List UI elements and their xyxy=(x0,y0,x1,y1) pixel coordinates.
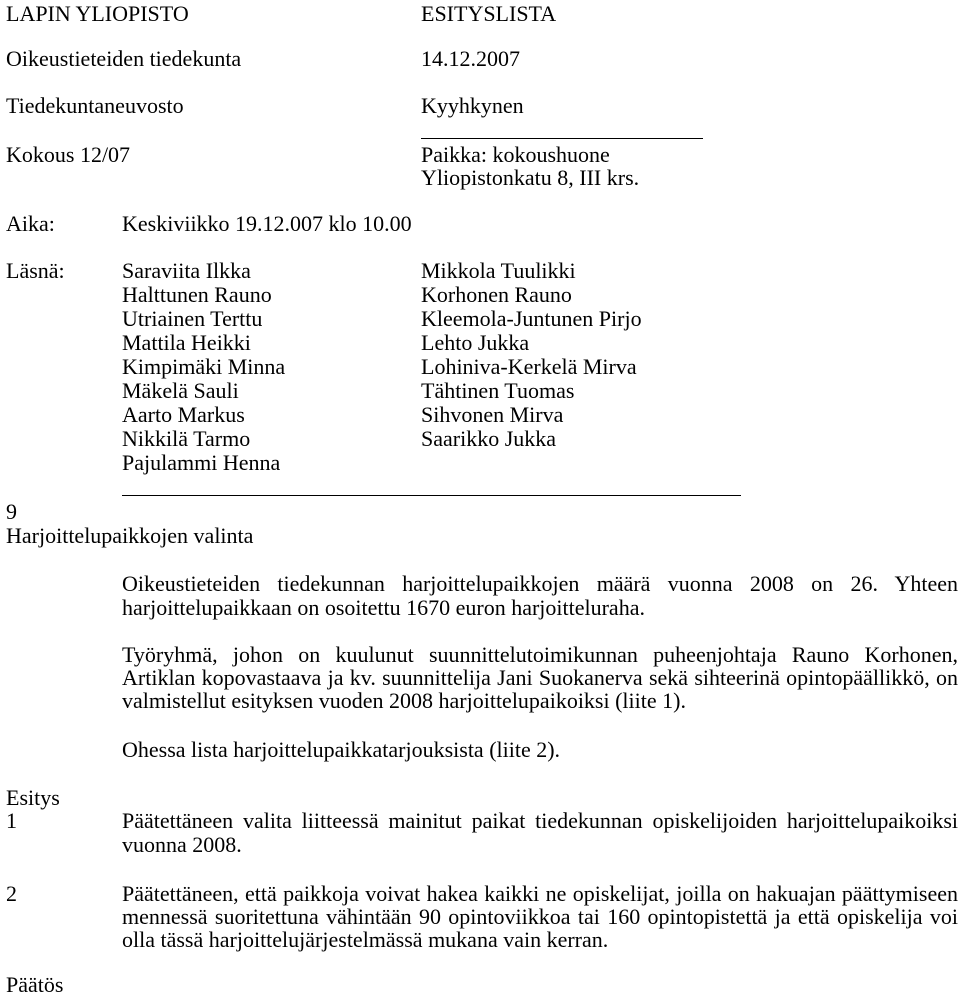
attendee: Saraviita Ilkka xyxy=(122,258,251,283)
attendee: Korhonen Rauno xyxy=(421,282,572,307)
attendee: Aarto Markus xyxy=(122,402,245,427)
decision-label: Päätös xyxy=(6,972,64,997)
proposal-text-1: Päätettäneen valita liitteessä mainitut paikat tiedekunnan opiskelijoiden harjoittelupaikoiksi vuonna 2008. xyxy=(122,808,958,857)
university-name: LAPIN YLIOPISTO xyxy=(6,1,189,26)
faculty-name: Oikeustieteiden tiedekunta xyxy=(6,46,242,71)
attendee: Saarikko Jukka xyxy=(421,426,557,451)
attendee-list-left xyxy=(122,259,285,475)
board-name: Tiedekuntaneuvosto xyxy=(6,93,184,118)
attendee: Mäkelä Sauli xyxy=(122,378,239,403)
item-paragraph-3: Ohessa lista harjoittelupaikkatarjouksista (liite 2). xyxy=(122,737,561,762)
city-name: Kyyhkynen xyxy=(421,93,524,118)
attendee: Utriainen Terttu xyxy=(122,306,263,331)
proposal-number: 2 xyxy=(6,881,17,906)
time-label: Aika: xyxy=(6,211,55,236)
proposal-number: 1 xyxy=(6,808,17,833)
attendee: Kimpimäki Minna xyxy=(122,354,286,379)
header-rule xyxy=(421,138,703,139)
document-date: 14.12.2007 xyxy=(421,46,520,71)
section-rule xyxy=(122,495,741,496)
proposal-label: Esitys xyxy=(6,785,60,810)
attendee: Mikkola Tuulikki xyxy=(421,258,576,283)
attendee: Halttunen Rauno xyxy=(122,282,272,307)
meeting-time: Keskiviikko 19.12.007 klo 10.00 xyxy=(122,211,412,236)
attendee: Tähtinen Tuomas xyxy=(421,378,575,403)
attendee: Kleemola-Juntunen Pirjo xyxy=(421,306,642,331)
document-type: ESITYSLISTA xyxy=(421,1,557,26)
attendee: Sihvonen Mirva xyxy=(421,402,564,427)
proposal-text-2: Päätettäneen, että paikkoja voivat hakea kaikki ne opiskelijat, joilla on hakuajan päättymiseen mennessä suoritettuna vähintään 90 opintoviikkoa tai 160 opintopistettä ja että opiskelija voi olla tässä harjoittelujärjestelmässä mukana vain kerran. xyxy=(122,881,958,952)
item-number: 9 xyxy=(6,499,17,524)
attendee-list-right xyxy=(421,259,642,451)
item-title: Harjoittelupaikkojen valinta xyxy=(6,523,254,548)
item-paragraph-2: Työryhmä, johon on kuulunut suunnittelutoimikunnan puheenjohtaja Rauno Korhonen, Artiklan kopovastaava ja kv. suunnittelija Jani Suokanerva sekä sihteerinä opintopäällikkö, on valmistellut esityksen vuoden 2008 harjoittelupaikoiksi (liite 1). xyxy=(122,642,958,713)
attendee: Mattila Heikki xyxy=(122,330,251,355)
attendee: Nikkilä Tarmo xyxy=(122,426,251,451)
attendee: Lohiniva-Kerkelä Mirva xyxy=(421,354,637,379)
meeting-number: Kokous 12/07 xyxy=(6,142,131,167)
meeting-address: Yliopistonkatu 8, III krs. xyxy=(421,165,640,190)
attendance-label: Läsnä: xyxy=(6,258,65,283)
meeting-place: Paikka: kokoushuone xyxy=(421,142,610,167)
attendee: Pajulammi Henna xyxy=(122,450,281,475)
item-paragraph-1: Oikeustieteiden tiedekunnan harjoittelupaikkojen määrä vuonna 2008 on 26. Yhteen harjoittelupaikkaan on osoitettu 1670 euron harjoitteluraha. xyxy=(122,571,958,620)
attendee: Lehto Jukka xyxy=(421,330,530,355)
